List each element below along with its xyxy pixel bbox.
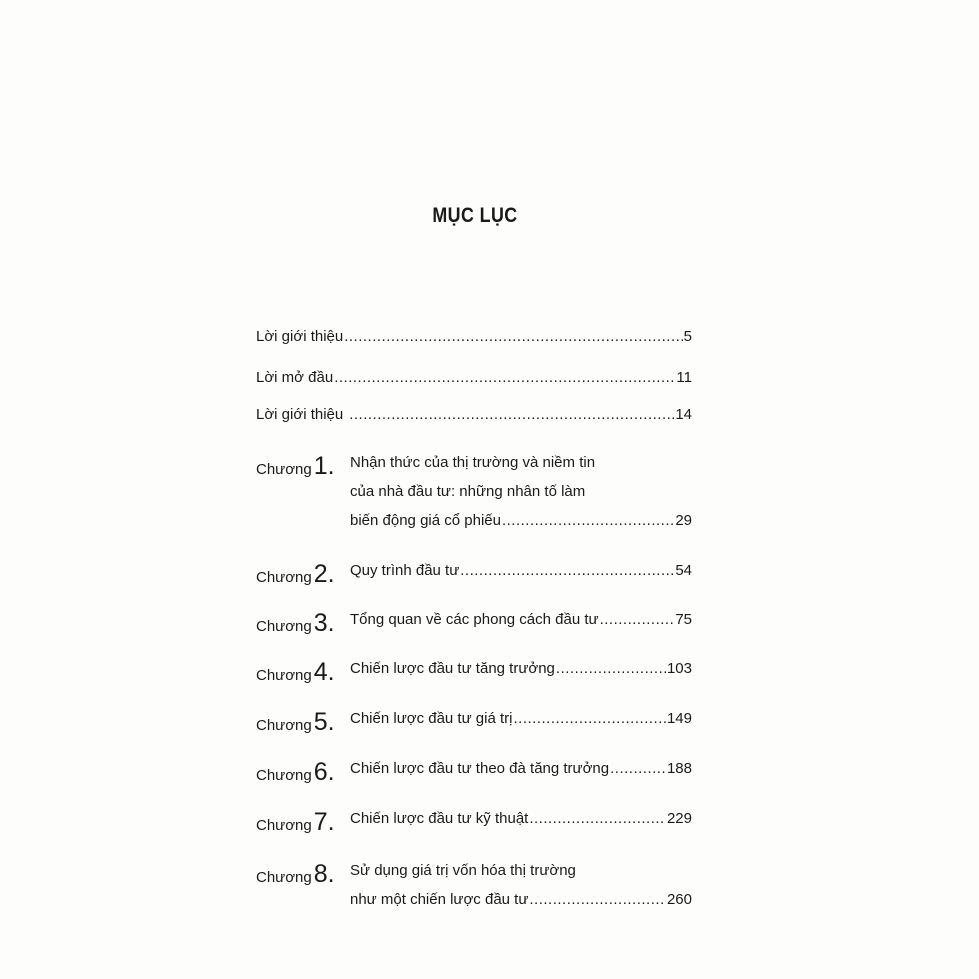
chapter-label	[256, 758, 350, 787]
chapter-label	[256, 860, 350, 889]
chapter-number: 2.	[313, 560, 335, 588]
chapter-title-line: của nhà đầu tư: những nhân tố làm	[350, 483, 586, 500]
chapter-word: Chương	[256, 461, 312, 478]
entry-page: 103	[666, 660, 692, 677]
dot-leader	[600, 611, 675, 628]
dot-leader	[610, 760, 666, 777]
chapter-title-line: Quy trình đầu tư	[350, 562, 460, 579]
chapter-number: 5.	[313, 708, 335, 736]
chapter-title-line: Chiến lược đầu tư kỹ thuật	[350, 810, 529, 827]
entry-page: 29	[675, 512, 692, 529]
chapter-word: Chương	[256, 767, 312, 784]
chapter-number: 3.	[313, 609, 335, 637]
chapter-title-line: biến động giá cổ phiếu	[350, 512, 501, 529]
dot-leader	[502, 512, 674, 529]
entry-page: 149	[666, 710, 692, 727]
chapter-word: Chương	[256, 569, 312, 586]
dot-leader	[344, 328, 682, 345]
entry-page: 11	[676, 369, 692, 386]
entry-page: 54	[675, 562, 692, 579]
page-title: MỤC LỤC	[432, 204, 518, 227]
chapter-number: 7.	[313, 808, 335, 836]
entry-label: Lời giới thiệu	[256, 406, 344, 423]
chapter-word: Chương	[256, 869, 312, 886]
chapter-number: 8.	[313, 860, 335, 888]
chapter-number: 6.	[313, 758, 335, 786]
chapter-label	[256, 808, 350, 837]
chapter-title-line: Chiến lược đầu tư theo đà tăng trưởng	[350, 760, 610, 777]
dot-leader	[514, 710, 666, 727]
entry-page: 229	[666, 810, 692, 827]
chapter-word: Chương	[256, 667, 312, 684]
chapter-label	[256, 560, 350, 589]
entry-page: 14	[675, 406, 692, 423]
entry-page: 5	[683, 328, 692, 345]
chapter-word: Chương	[256, 817, 312, 834]
dot-leader	[529, 891, 666, 908]
entry-label: Lời giới thiệu	[256, 328, 344, 345]
entry-label: Lời mở đầu	[256, 369, 334, 386]
dot-leader	[334, 369, 675, 386]
dot-leader	[349, 406, 674, 423]
chapter-title-line: Nhận thức của thị trường và niềm tin	[350, 454, 596, 471]
chapter-label	[256, 658, 350, 687]
chapter-number: 1.	[313, 452, 335, 480]
chapter-label	[256, 452, 350, 481]
toc-entry[interactable]	[256, 369, 692, 389]
chapter-title-line: Sử dụng giá trị vốn hóa thị trường	[350, 862, 576, 879]
toc-entry[interactable]	[256, 406, 692, 426]
chapter-number: 4.	[313, 658, 335, 686]
chapter-word: Chương	[256, 717, 312, 734]
chapter-title-line: Chiến lược đầu tư tăng trưởng	[350, 660, 555, 677]
entry-page: 188	[666, 760, 692, 777]
entry-page: 75	[675, 611, 692, 628]
chapter-title-line: Chiến lược đầu tư giá trị	[350, 710, 513, 727]
chapter-title-line: như một chiến lược đầu tư	[350, 891, 529, 908]
chapter-title-line: Tổng quan về các phong cách đầu tư	[350, 611, 599, 628]
chapter-label	[256, 708, 350, 737]
dot-leader	[460, 562, 674, 579]
dot-leader	[529, 810, 666, 827]
entry-page: 260	[666, 891, 692, 908]
chapter-label	[256, 609, 350, 638]
dot-leader	[556, 660, 666, 677]
toc-entry[interactable]	[256, 328, 692, 348]
chapter-word: Chương	[256, 618, 312, 635]
